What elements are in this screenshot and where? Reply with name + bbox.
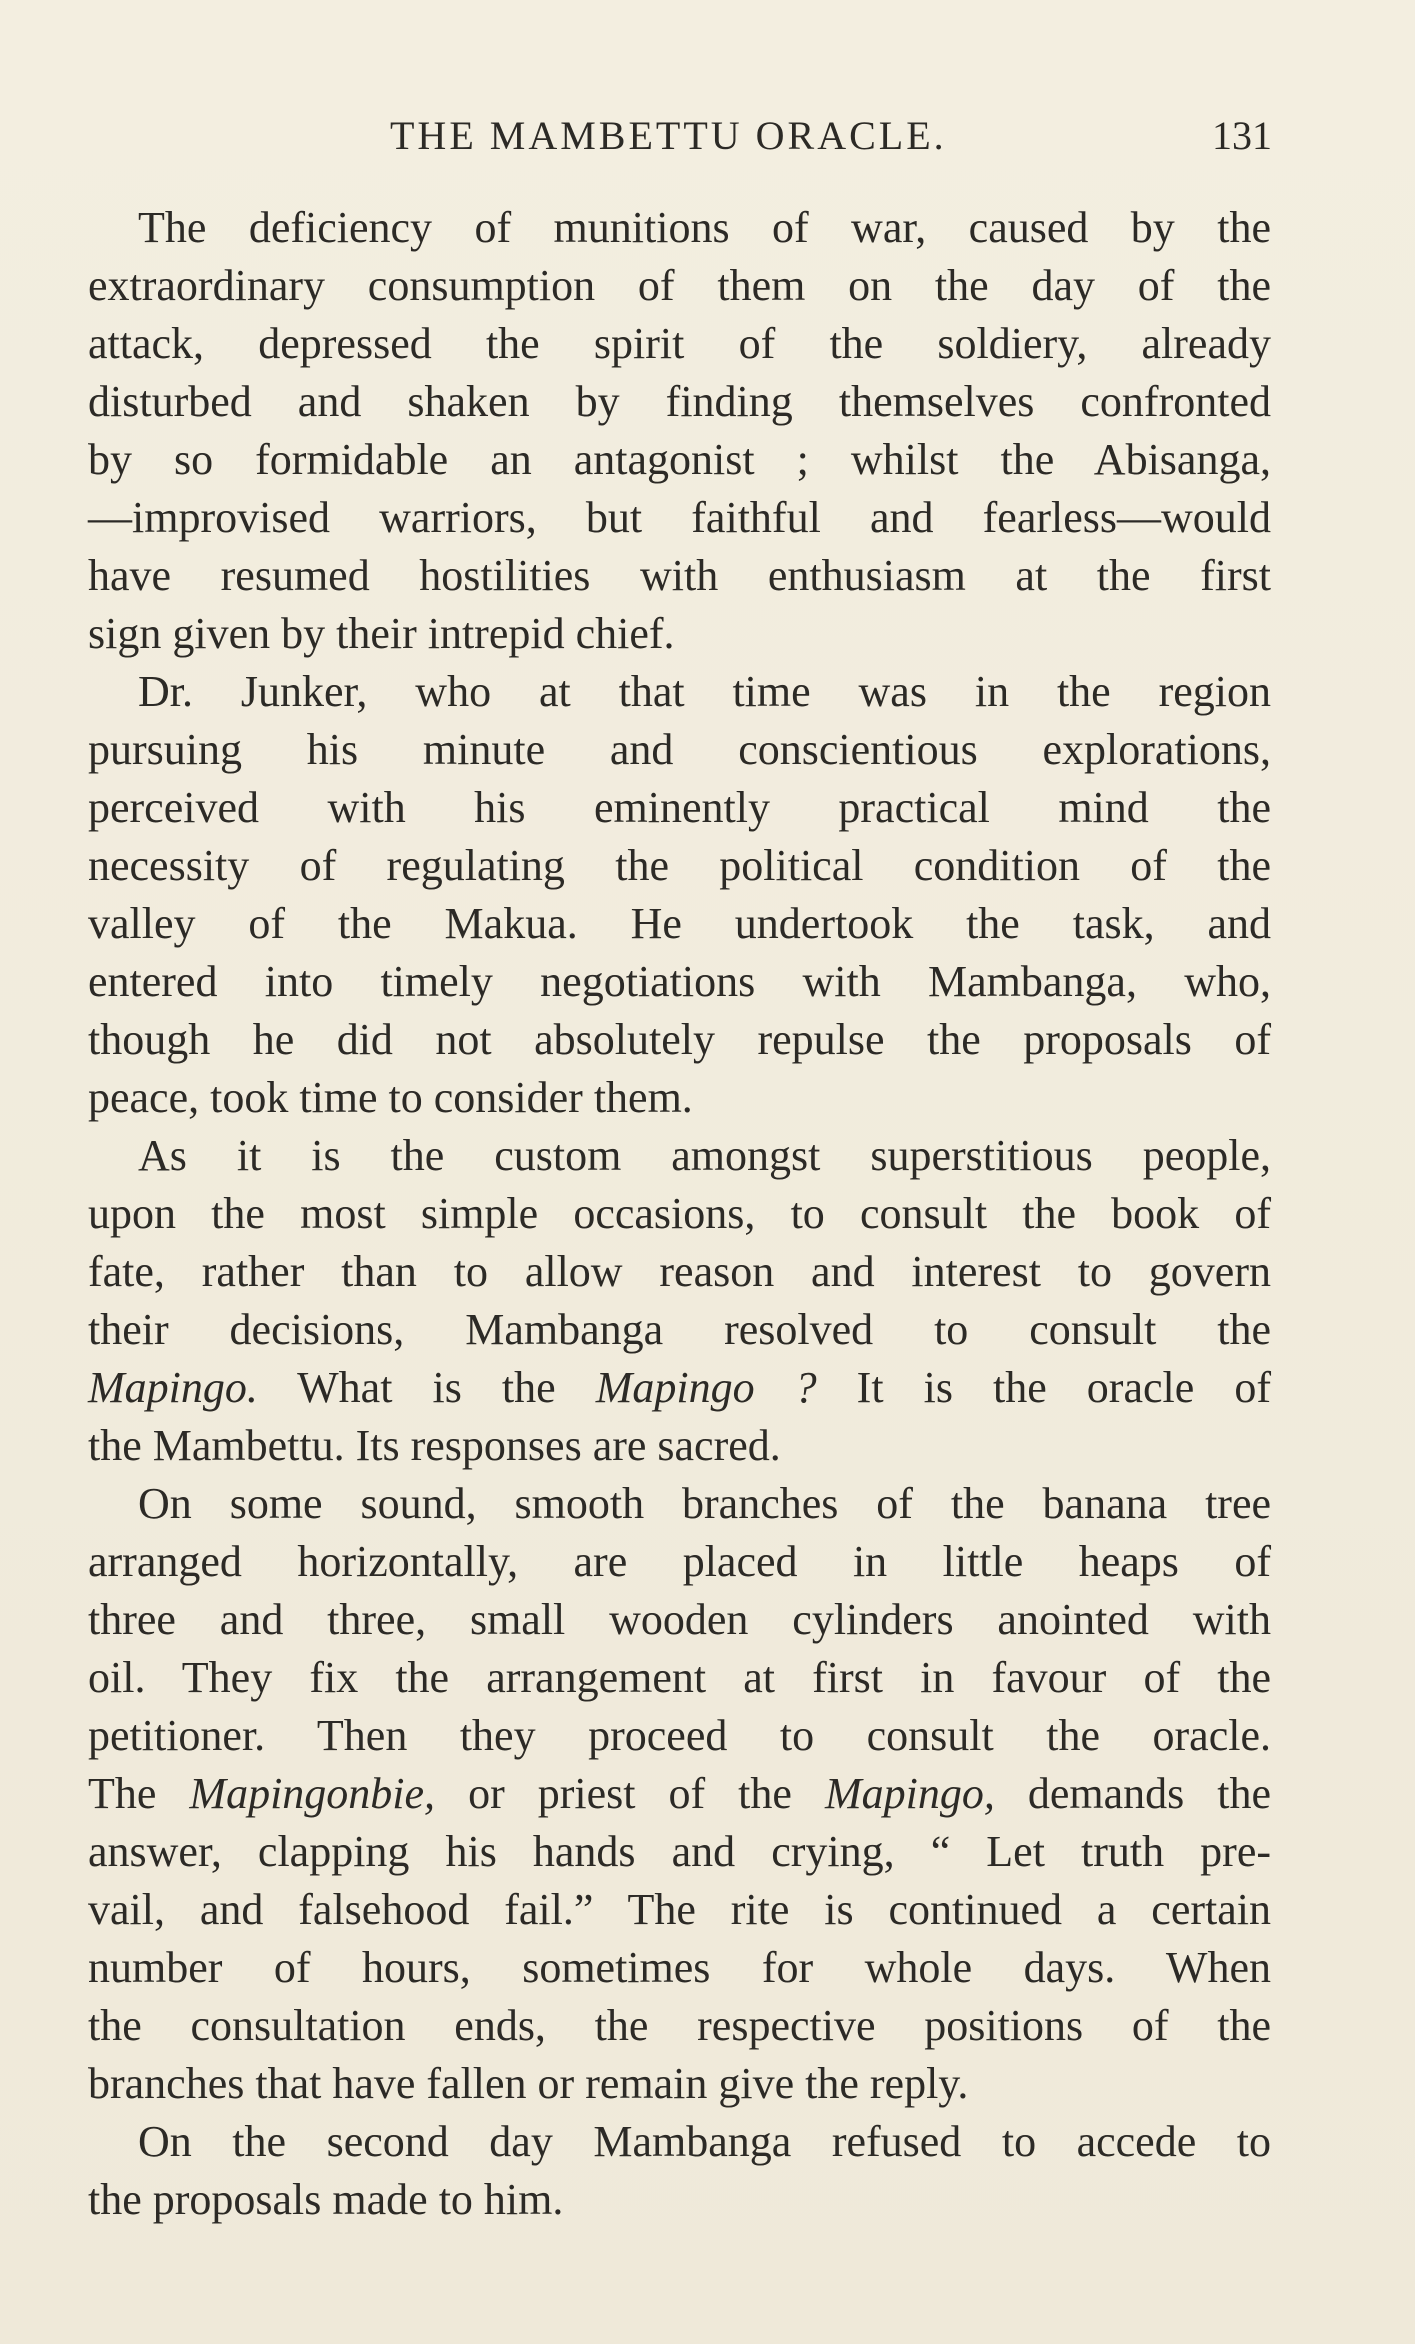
text-line: [88, 1649, 1271, 1707]
text-run: Dr. Junker, who at that time was in the region: [138, 667, 1271, 716]
text-run: demands the: [994, 1769, 1272, 1818]
text-run: The: [88, 1769, 190, 1818]
text-run: On some sound, smooth branches of the banana tree: [138, 1479, 1271, 1528]
italic-term: Mapingo,: [824, 1769, 995, 1818]
text-run: their decisions, Mambanga resolved to consult the: [88, 1305, 1271, 1354]
text-line: [88, 1185, 1271, 1243]
text-line: [88, 1069, 1271, 1127]
text-run: pursuing his minute and conscientious explorations,: [88, 725, 1271, 774]
running-title: THE MAMBETTU ORACLE.: [390, 113, 947, 158]
text-line: [88, 2171, 1271, 2229]
text-run: peace, took time to consider them.: [88, 1073, 693, 1122]
text-run: branches that have fallen or remain give the reply.: [88, 2059, 969, 2108]
text-run: entered into timely negotiations with Mambanga, who,: [88, 957, 1271, 1006]
text-line: [88, 373, 1271, 431]
text-run: or priest of the: [435, 1769, 825, 1818]
text-run: disturbed and shaken by finding themselves confronted: [88, 377, 1271, 426]
text-line: [88, 315, 1271, 373]
page-number: 131: [1212, 113, 1272, 158]
text-line: [88, 547, 1271, 605]
text-run: attack, depressed the spirit of the soldiery, already: [88, 319, 1271, 368]
text-line: [88, 1359, 1271, 1417]
text-line: [88, 1417, 1271, 1475]
text-run: by so formidable an antagonist ; whilst the Abisanga,: [88, 435, 1271, 484]
paragraph: [88, 2113, 1271, 2229]
text-line: [88, 1823, 1271, 1881]
text-line: [88, 721, 1271, 779]
text-line: [88, 431, 1271, 489]
text-run: oil. They fix the arrangement at first in favour of the: [88, 1653, 1271, 1702]
text-run: though he did not absolutely repulse the proposals of: [88, 1015, 1271, 1064]
text-run: upon the most simple occasions, to consult the book of: [88, 1189, 1271, 1238]
text-line: [88, 1243, 1271, 1301]
text-run: the consultation ends, the respective positions of the: [88, 2001, 1271, 2050]
text-line: [88, 1707, 1271, 1765]
paragraph: [88, 663, 1271, 1127]
text-run: number of hours, sometimes for whole days. When: [88, 1943, 1271, 1992]
text-line: [88, 953, 1271, 1011]
text-line: [88, 1301, 1271, 1359]
italic-term: Mapingo ?: [595, 1363, 817, 1412]
text-run: What is the: [257, 1363, 596, 1412]
italic-term: Mapingo.: [88, 1363, 258, 1412]
text-run: On the second day Mambanga refused to accede to: [138, 2117, 1271, 2166]
text-run: the proposals made to him.: [88, 2175, 564, 2224]
text-line: [88, 1011, 1271, 1069]
paragraph: [88, 1127, 1271, 1475]
text-run: necessity of regulating the political condition of the: [88, 841, 1271, 890]
text-line: [88, 895, 1271, 953]
text-run: fate, rather than to allow reason and interest to govern: [88, 1247, 1271, 1296]
text-line: [88, 605, 1271, 663]
text-run: arranged horizontally, are placed in little heaps of: [88, 1537, 1271, 1586]
paragraph: [88, 199, 1271, 663]
italic-term: Mapingonbie,: [189, 1769, 436, 1818]
text-line: [88, 257, 1271, 315]
text-run: three and three, small wooden cylinders anointed with: [88, 1595, 1271, 1644]
text-line: [88, 199, 1271, 257]
text-line: [88, 779, 1271, 837]
text-run: extraordinary consumption of them on the day of the: [88, 261, 1271, 310]
text-run: have resumed hostilities with enthusiasm at the first: [88, 551, 1271, 600]
text-run: valley of the Makua. He undertook the task, and: [88, 899, 1271, 948]
text-line: [88, 2113, 1271, 2171]
text-run: It is the oracle of: [816, 1363, 1271, 1412]
text-run: answer, clapping his hands and crying, “ Let truth pre-: [88, 1827, 1271, 1876]
text-line: [88, 1881, 1271, 1939]
text-run: vail, and falsehood fail.” The rite is continued a certain: [88, 1885, 1271, 1934]
text-line: [88, 2055, 1271, 2113]
text-line: [88, 1533, 1271, 1591]
text-line: [88, 663, 1271, 721]
text-line: [88, 1765, 1271, 1823]
text-line: [88, 1997, 1271, 2055]
text-line: [88, 489, 1271, 547]
text-line: [88, 1127, 1271, 1185]
text-run: sign given by their intrepid chief.: [88, 609, 675, 658]
text-run: petitioner. Then they proceed to consult the oracle.: [88, 1711, 1271, 1760]
text-run: the Mambettu. Its responses are sacred.: [88, 1421, 781, 1470]
text-line: [88, 1591, 1271, 1649]
text-run: perceived with his eminently practical mind the: [88, 783, 1271, 832]
text-line: [88, 837, 1271, 895]
text-run: The deficiency of munitions of war, caused by the: [138, 203, 1271, 252]
text-line: [88, 1939, 1271, 1997]
paragraph: [88, 1475, 1271, 2113]
body-text: [88, 199, 1271, 2229]
text-run: As it is the custom amongst superstitious people,: [138, 1131, 1271, 1180]
text-run: —improvised warriors, but faithful and fearless—would: [88, 493, 1271, 542]
text-line: [88, 1475, 1271, 1533]
